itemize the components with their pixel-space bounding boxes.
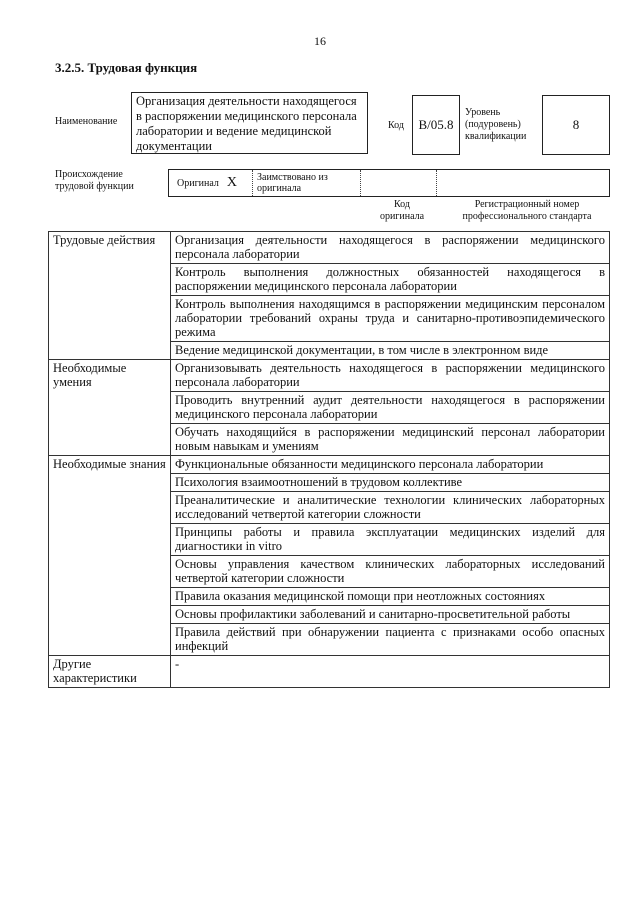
item-cell: Функциональные обязанности медицинского персонала лаборатории (171, 456, 610, 474)
item-cell: Психология взаимоотношений в трудовом коллективе (171, 474, 610, 492)
category-cell: Трудовые действия (49, 232, 171, 360)
item-cell: Контроль выполнения должностных обязанностей находящегося в распоряжении медицинского персонала лаборатории (171, 264, 610, 296)
item-cell: Контроль выполнения находящимся в распоряжении медицинским персоналом лаборатории требований охраны труда и санитарно-противоэпидемического режима (171, 296, 610, 342)
origin-label: Происхождение трудовой функции (55, 169, 134, 192)
page-number: 16 (314, 34, 326, 48)
item-cell: Организовывать деятельность находящегося в распоряжении медицинского персонала лаборатории (171, 360, 610, 392)
level-label: Уровень (подуровень) квалификации (465, 107, 527, 142)
table-row (49, 656, 610, 688)
registration-caption: Регистрационный номер профессионального стандарта (462, 199, 592, 222)
original-mark: X (226, 175, 238, 190)
table-row (49, 232, 610, 264)
item-cell: Преаналитические и аналитические технологии клинических лабораторных исследований четвертой категории сложности (171, 492, 610, 524)
item-cell: Проводить внутренний аудит деятельности находящегося в распоряжении медицинского персонала лаборатории (171, 392, 610, 424)
item-cell: - (171, 656, 610, 688)
category-cell: Необходимые знания (49, 456, 171, 656)
item-cell: Принципы работы и правила эксплуатации медицинских изделий для диагностики in vitro (171, 524, 610, 556)
category-cell: Другие характеристики (49, 656, 171, 688)
function-table (48, 231, 610, 688)
item-cell: Организация деятельности находящегося в распоряжении медицинского персонала лаборатории (171, 232, 610, 264)
table-row (49, 456, 610, 474)
item-cell: Обучать находящийся в распоряжении медицинский персонал лаборатории новым навыкам и умениям (171, 424, 610, 456)
item-cell: Правила оказания медицинской помощи при неотложных состояниях (171, 588, 610, 606)
table-row (49, 360, 610, 392)
code-value-box: B/05.8 (412, 95, 460, 155)
origin-strip (168, 169, 610, 197)
item-cell: Основы управления качеством клинических лабораторных исследований четвертой категории сложности (171, 556, 610, 588)
borrowed-cell: Заимствовано из оригинала (253, 170, 361, 196)
registration-number-cell (437, 170, 609, 196)
code-caption: Код оригинала (379, 199, 425, 222)
name-label: Наименование (55, 116, 118, 127)
level-value-box: 8 (542, 95, 610, 155)
original-cell (169, 170, 253, 196)
section-title: 3.2.5. Трудовая функция (55, 60, 198, 75)
item-cell: Правила действий при обнаружении пациента с признаками особо опасных инфекций (171, 624, 610, 656)
code-label: Код (388, 120, 404, 131)
original-label: Оригинал (177, 177, 219, 189)
item-cell: Основы профилактики заболеваний и санитарно-просветительной работы (171, 606, 610, 624)
item-cell: Ведение медицинской документации, в том числе в электронном виде (171, 342, 610, 360)
function-name-box: Организация деятельности находящегося в распоряжении медицинского персонала лаборатории и ведение медицинской документации (131, 92, 368, 154)
original-code-cell (361, 170, 437, 196)
category-cell: Необходимые умения (49, 360, 171, 456)
